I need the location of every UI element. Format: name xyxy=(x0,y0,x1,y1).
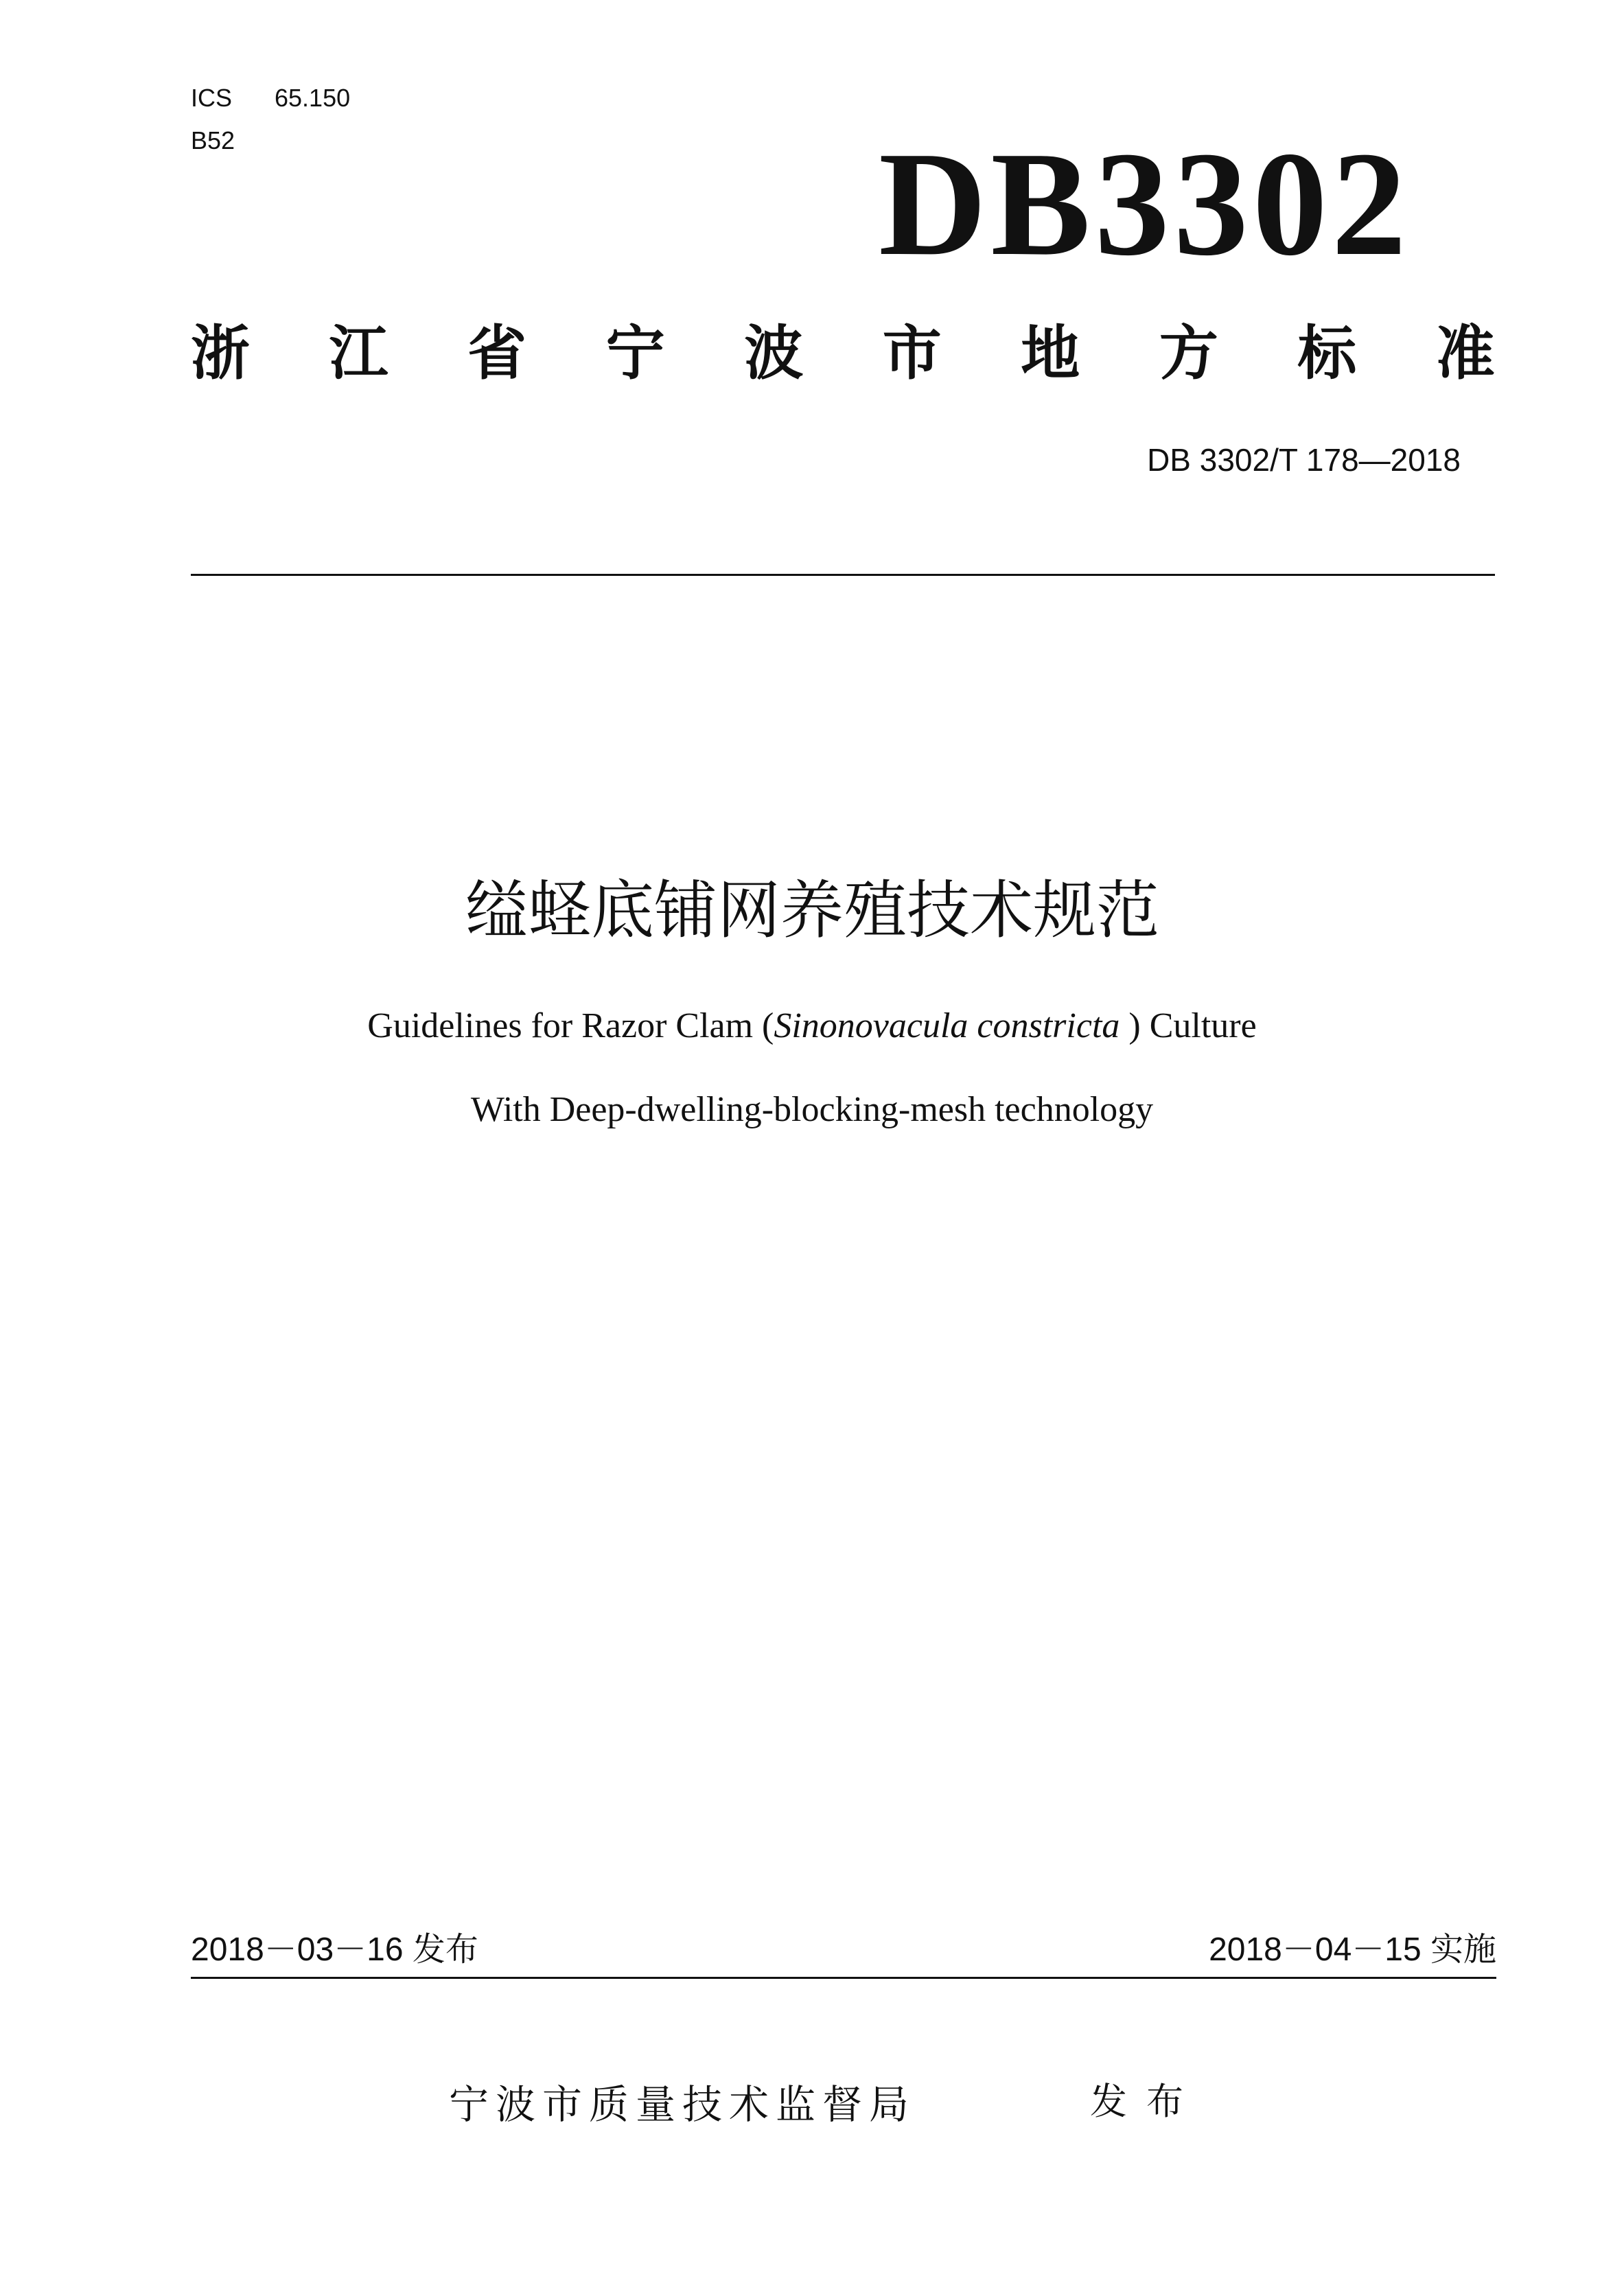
document-title-english-line1 xyxy=(0,1002,1624,1050)
issuing-authority: 宁波市质量技术监督局 xyxy=(449,2081,916,2128)
issue-date: 2018－03－16 发布 xyxy=(191,1932,478,1968)
document-title-chinese: 缢蛏底铺网养殖技术规范 xyxy=(464,874,1159,947)
standard-type-char: 方 xyxy=(1159,319,1218,388)
ics-code: 65.150 xyxy=(275,84,351,112)
bottom-divider xyxy=(191,1977,1496,1979)
standard-type-char: 江 xyxy=(329,319,388,388)
implementation-date: 2018－04－15 实施 xyxy=(1209,1932,1496,1968)
title-english-prefix: Guidelines for Razor Clam ( xyxy=(367,1006,774,1045)
issue-label: 发布 xyxy=(1090,2080,1203,2123)
title-english-suffix: ) Culture xyxy=(1120,1006,1257,1045)
standard-type-char: 地 xyxy=(1021,319,1080,388)
standard-number: DB 3302/T 178—2018 xyxy=(1147,442,1461,478)
standard-type-char: 省 xyxy=(467,319,527,388)
standard-type-char: 浙 xyxy=(191,319,250,388)
standard-type-char: 标 xyxy=(1297,319,1357,388)
standard-type-char: 市 xyxy=(882,319,942,388)
document-title-english-line2: With Deep-dwelling-blocking-mesh technology xyxy=(470,1090,1154,1129)
ics-label: ICS xyxy=(191,84,233,112)
standard-type-char: 准 xyxy=(1435,319,1495,388)
ics-line xyxy=(191,81,350,115)
standard-type-title xyxy=(191,312,1495,395)
species-name: Sinonovacula constricta xyxy=(774,1006,1120,1045)
standard-type-char: 宁 xyxy=(605,319,665,388)
top-divider xyxy=(191,574,1495,576)
standard-logo: DB3302 xyxy=(879,121,1411,287)
standard-type-char: 波 xyxy=(744,319,804,388)
classification-code: B52 xyxy=(191,126,235,154)
